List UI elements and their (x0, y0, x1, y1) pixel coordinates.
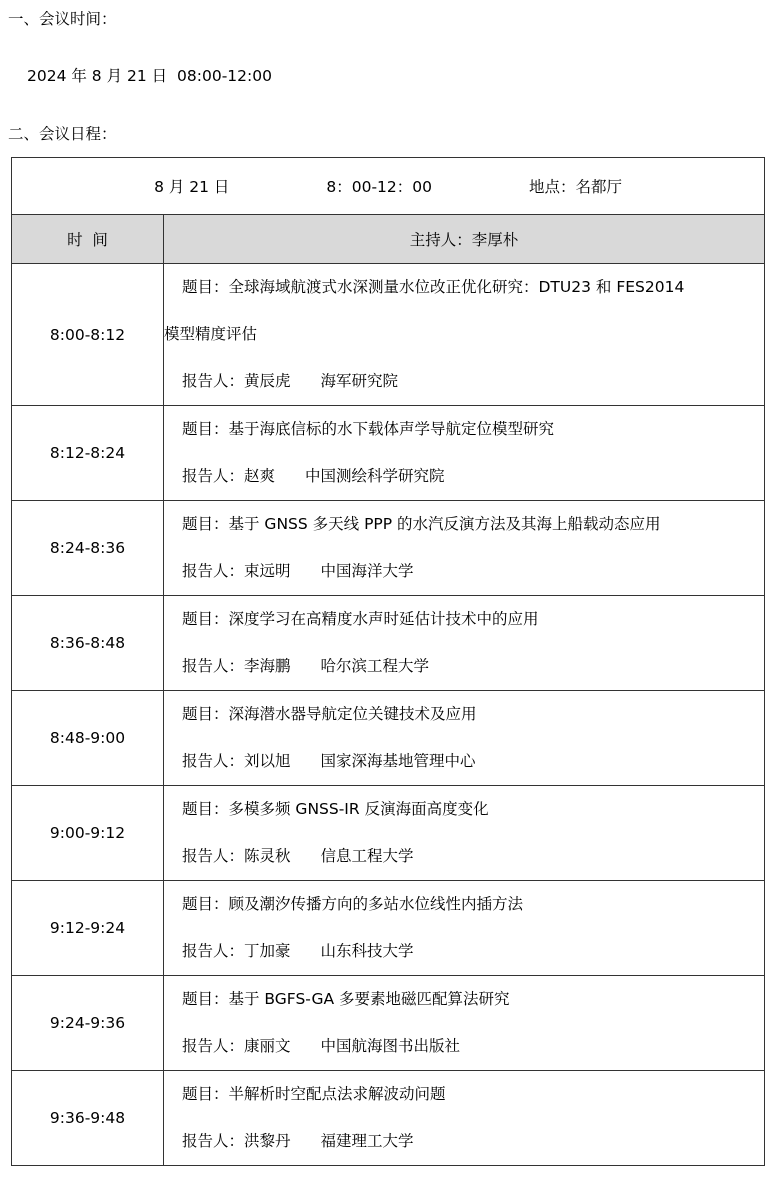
talk-title: 题目：半解析时空配点法求解波动问题 (182, 1085, 446, 1103)
agenda-row (12, 976, 765, 1071)
talk-time: 9:24-9:36 (12, 976, 164, 1071)
speaker-name: 报告人：洪黎丹 (182, 1132, 291, 1150)
speaker-name: 报告人：康丽文 (182, 1037, 291, 1055)
talk-time: 8:36-8:48 (12, 596, 164, 691)
column-header-row (12, 215, 765, 264)
agenda-row (12, 406, 765, 501)
talk-speaker-line (164, 1023, 764, 1070)
agenda-row (12, 1071, 765, 1166)
talk-time: 8:24-8:36 (12, 501, 164, 596)
talk-details (164, 406, 765, 501)
talk-title: 题目：顾及潮汐传播方向的多站水位线性内插方法 (182, 895, 524, 913)
section-heading-agenda: 二、会议日程： (8, 125, 117, 143)
talk-title-continued: 模型精度评估 (164, 325, 258, 343)
agenda-row (12, 501, 765, 596)
speaker-organization: 山东科技大学 (320, 942, 414, 960)
meeting-datetime: 2024 年 8 月 21 日 08:00-12:00 (27, 67, 272, 85)
talk-details (164, 976, 765, 1071)
talk-title: 题目：基于海底信标的水下载体声学导航定位模型研究 (182, 420, 555, 438)
talk-speaker-line (164, 1118, 764, 1165)
talk-title: 题目：基于 GNSS 多天线 PPP 的水汽反演方法及其海上船载动态应用 (182, 515, 661, 533)
talk-speaker-line (164, 548, 764, 595)
talk-details (164, 596, 765, 691)
talk-time: 8:00-8:12 (12, 264, 164, 406)
talk-title: 题目：深度学习在高精度水声时延估计技术中的应用 (182, 610, 539, 628)
talk-title: 题目：多模多频 GNSS-IR 反演海面高度变化 (182, 800, 489, 818)
talk-time: 8:48-9:00 (12, 691, 164, 786)
talk-time: 9:36-9:48 (12, 1071, 164, 1166)
talk-details (164, 786, 765, 881)
agenda-row (12, 264, 765, 406)
speaker-organization: 国家深海基地管理中心 (320, 752, 476, 770)
talk-speaker-line (164, 643, 764, 690)
talk-time: 9:00-9:12 (12, 786, 164, 881)
talk-title: 题目：深海潜水器导航定位关键技术及应用 (182, 705, 477, 723)
speaker-organization: 中国航海图书出版社 (320, 1037, 461, 1055)
talk-speaker-line (164, 453, 764, 500)
agenda-row (12, 881, 765, 976)
speaker-organization: 海军研究院 (320, 372, 399, 390)
speaker-name: 报告人：黄辰虎 (182, 372, 291, 390)
speaker-name: 报告人：李海鹏 (182, 657, 291, 675)
speaker-name: 报告人：束远明 (182, 562, 291, 580)
talk-title: 题目：基于 BGFS-GA 多要素地磁匹配算法研究 (182, 990, 510, 1008)
speaker-organization: 福建理工大学 (320, 1132, 414, 1150)
agenda-row (12, 691, 765, 786)
column-header-time: 时 间 (12, 215, 164, 264)
agenda-date: 8 月 21 日 (154, 178, 230, 196)
talk-speaker-line (164, 358, 764, 405)
speaker-name: 报告人：陈灵秋 (182, 847, 291, 865)
talk-details (164, 691, 765, 786)
column-header-host: 主持人：李厚朴 (164, 215, 765, 264)
section-heading-time: 一、会议时间： (8, 10, 117, 28)
speaker-organization: 中国测绘科学研究院 (305, 467, 445, 485)
talk-speaker-line (164, 833, 764, 880)
talk-title: 题目：全球海域航渡式水深测量水位改正优化研究：DTU23 和 FES2014 (182, 278, 685, 296)
talk-details (164, 264, 765, 406)
agenda-location: 地点：名都厅 (528, 178, 622, 196)
agenda-row (12, 786, 765, 881)
talk-details (164, 501, 765, 596)
speaker-name: 报告人：赵爽 (182, 467, 276, 485)
agenda-table (11, 157, 765, 1166)
talk-time: 8:12-8:24 (12, 406, 164, 501)
agenda-row (12, 596, 765, 691)
agenda-info-row (12, 158, 765, 215)
agenda-time-range: 8：00-12：00 (326, 178, 432, 196)
speaker-name: 报告人：刘以旭 (182, 752, 291, 770)
talk-details (164, 881, 765, 976)
talk-time: 9:12-9:24 (12, 881, 164, 976)
talk-speaker-line (164, 928, 764, 975)
speaker-organization: 中国海洋大学 (320, 562, 414, 580)
speaker-organization: 哈尔滨工程大学 (320, 657, 430, 675)
speaker-name: 报告人：丁加豪 (182, 942, 291, 960)
talk-speaker-line (164, 738, 764, 785)
talk-details (164, 1071, 765, 1166)
speaker-organization: 信息工程大学 (320, 847, 414, 865)
